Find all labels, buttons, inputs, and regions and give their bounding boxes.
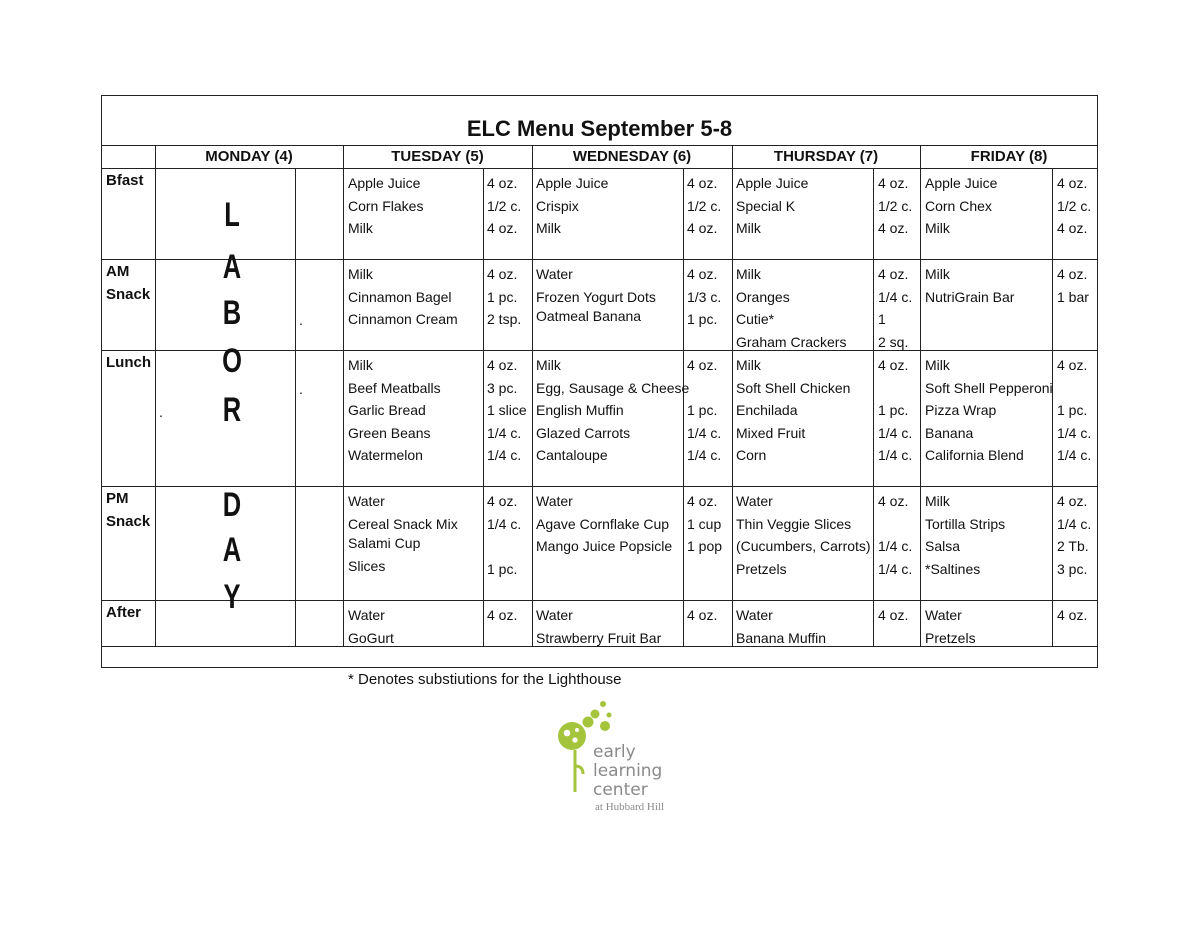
menu-amount: 3 pc. xyxy=(487,379,518,396)
wednesday-am-items xyxy=(536,263,656,328)
menu-amount: 1/4 c. xyxy=(878,424,913,441)
menu-item: Pretzels xyxy=(925,629,976,646)
wednesday-lunch-items xyxy=(536,354,689,467)
menu-amount: 1/4 c. xyxy=(487,447,522,464)
friday-after-amounts xyxy=(1057,604,1087,649)
menu-item: Water xyxy=(736,607,773,623)
menu-amount: 4 oz. xyxy=(1057,220,1088,237)
menu-amount: 3 pc. xyxy=(1057,560,1088,577)
tuesday-lunch-items xyxy=(348,354,441,467)
menu-amount: 4 oz. xyxy=(487,266,518,282)
tuesday-lunch-amounts xyxy=(487,354,527,467)
menu-amount: 4 oz. xyxy=(687,357,718,373)
menu-amount xyxy=(878,377,912,400)
menu-item: Corn xyxy=(736,447,767,464)
menu-item: Banana Muffin xyxy=(736,629,827,646)
menu-item: Milk xyxy=(925,357,950,373)
tuesday-after-amounts xyxy=(487,604,517,649)
menu-amount: 1 pc. xyxy=(487,560,518,577)
friday-am-items xyxy=(925,263,1014,308)
grid-line xyxy=(532,145,533,646)
menu-amount: 1 pop xyxy=(687,538,723,555)
menu-item: Egg, Sausage & Cheese xyxy=(536,379,690,396)
thursday-bfast-amounts xyxy=(878,172,912,240)
menu-amount: 4 oz. xyxy=(878,607,909,623)
menu-item: Milk xyxy=(925,220,950,237)
menu-amount: 4 oz. xyxy=(487,607,518,623)
menu-item: Salami Cup xyxy=(348,535,421,552)
menu-item: Soft Shell Pepperoni xyxy=(925,379,1053,396)
wednesday-bfast-items xyxy=(536,172,608,240)
menu-item: Apple Juice xyxy=(536,175,609,191)
menu-item: Milk xyxy=(348,357,373,373)
menu-item: Cinnamon Cream xyxy=(348,311,458,328)
stray-dot: . xyxy=(299,381,303,397)
wednesday-pm-items xyxy=(536,490,672,558)
day-header-wednesday: WEDNESDAY (6) xyxy=(572,148,692,165)
menu-item: *Saltines xyxy=(925,560,981,577)
menu-amount: 4 oz. xyxy=(1057,493,1088,509)
stray-dot: . xyxy=(159,404,163,420)
grid-line xyxy=(101,259,1098,260)
menu-amount: 1/4 c. xyxy=(1057,424,1092,441)
thursday-am-items xyxy=(736,263,846,353)
meal-label-lunch: Lunch xyxy=(106,354,151,371)
grid-line xyxy=(483,168,484,646)
menu-amount: 4 oz. xyxy=(487,220,518,237)
menu-item: Cinnamon Bagel xyxy=(348,288,452,305)
menu-amount xyxy=(487,627,517,650)
menu-amount: 1/4 c. xyxy=(1057,515,1092,532)
menu-amount: 1 pc. xyxy=(687,311,718,328)
menu-item: Tortilla Strips xyxy=(925,515,1006,532)
grid-line xyxy=(732,145,733,646)
menu-amount: 1/4 c. xyxy=(878,447,913,464)
tuesday-bfast-items xyxy=(348,172,423,240)
menu-item: NutriGrain Bar xyxy=(925,288,1015,305)
menu-amount: 1/4 c. xyxy=(487,424,522,441)
meal-label-pm-snack: PM Snack xyxy=(106,490,151,530)
menu-amount: 1 pc. xyxy=(878,402,909,419)
menu-item: (Cucumbers, Carrots) xyxy=(736,538,871,555)
wednesday-lunch-amounts xyxy=(687,354,721,467)
menu-item: Enchilada xyxy=(736,402,798,419)
menu-item: Crispix xyxy=(536,197,579,214)
menu-amount: 4 oz. xyxy=(1057,357,1088,373)
menu-item: Apple Juice xyxy=(736,175,809,191)
menu-amount xyxy=(1057,377,1091,400)
menu-amount: 1 slice xyxy=(487,402,527,419)
menu-amount: 4 oz. xyxy=(878,357,909,373)
menu-amount: 4 oz. xyxy=(687,607,718,623)
menu-item: Apple Juice xyxy=(348,175,421,191)
menu-amount xyxy=(687,627,717,650)
grid-line xyxy=(873,168,874,646)
menu-amount: 4 oz. xyxy=(878,175,909,191)
day-header-tuesday: TUESDAY (5) xyxy=(391,148,484,165)
menu-item: Pizza Wrap xyxy=(925,402,997,419)
page-title: ELC Menu September 5-8 xyxy=(466,116,733,141)
menu-item: Soft Shell Chicken xyxy=(736,379,851,396)
menu-amount: 1/4 c. xyxy=(687,424,722,441)
menu-item: Beef Meatballs xyxy=(348,379,441,396)
meal-label-after: After xyxy=(106,604,142,621)
grid-line xyxy=(295,168,296,646)
menu-amount: 4 oz. xyxy=(687,220,718,237)
day-header-thursday: THURSDAY (7) xyxy=(773,148,879,165)
menu-item: Agave Cornflake Cup xyxy=(536,515,670,532)
thursday-lunch-items xyxy=(736,354,850,467)
logo-line-early: early xyxy=(593,742,636,762)
menu-amount: 4 oz. xyxy=(687,175,718,191)
menu-amount: 4 oz. xyxy=(878,266,909,282)
menu-amount: 4 oz. xyxy=(1057,175,1088,191)
friday-lunch-amounts xyxy=(1057,354,1091,467)
menu-amount: 1 xyxy=(878,311,886,328)
menu-item: Glazed Carrots xyxy=(536,424,631,441)
menu-item: Milk xyxy=(348,220,373,237)
menu-item: California Blend xyxy=(925,447,1024,464)
labor-letter: B xyxy=(222,294,242,332)
menu-item: Mixed Fruit xyxy=(736,424,806,441)
tuesday-am-amounts xyxy=(487,263,521,331)
menu-item: Graham Crackers xyxy=(736,333,847,350)
menu-item: Cutie* xyxy=(736,311,775,328)
friday-after-items xyxy=(925,604,976,649)
early-learning-center-logo xyxy=(552,696,692,821)
labor-letter: O xyxy=(222,342,242,380)
footnote: * Denotes substiutions for the Lighthouse xyxy=(348,671,622,688)
day-letter: D xyxy=(222,486,242,524)
menu-amount: 4 oz. xyxy=(878,493,909,509)
wednesday-after-amounts xyxy=(687,604,717,649)
menu-amount: 4 oz. xyxy=(487,357,518,373)
friday-bfast-items xyxy=(925,172,997,240)
tuesday-after-items xyxy=(348,604,394,649)
menu-item: Mango Juice Popsicle xyxy=(536,538,673,555)
thursday-pm-amounts xyxy=(878,490,912,580)
thursday-pm-items xyxy=(736,490,871,580)
wednesday-pm-amounts xyxy=(687,490,722,558)
logo-subtitle: at Hubbard Hill xyxy=(595,801,665,813)
menu-amount: 1/2 c. xyxy=(1057,197,1092,214)
menu-item: Corn Chex xyxy=(925,197,992,214)
menu-amount: 4 oz. xyxy=(1057,266,1088,282)
friday-am-amounts xyxy=(1057,263,1089,308)
menu-amount: 4 oz. xyxy=(687,493,718,509)
menu-amount: 2 tsp. xyxy=(487,311,522,328)
menu-item: Water xyxy=(536,493,573,509)
menu-item: Corn Flakes xyxy=(348,197,424,214)
menu-item: Strawberry Fruit Bar xyxy=(536,629,662,646)
menu-item: Apple Juice xyxy=(925,175,998,191)
day-letter: A xyxy=(222,531,242,569)
menu-item: Green Beans xyxy=(348,424,431,441)
menu-item: Milk xyxy=(736,266,761,282)
menu-item: Water xyxy=(536,266,573,282)
menu-amount: 1/4 c. xyxy=(1057,447,1092,464)
menu-amount xyxy=(878,513,912,536)
menu-item: Water xyxy=(536,607,573,623)
menu-amount: 2 sq. xyxy=(878,333,909,350)
menu-item: English Muffin xyxy=(536,402,624,419)
labor-letter: L xyxy=(224,196,240,234)
menu-item: Oranges xyxy=(736,288,790,305)
meal-label-breakfast: Bfast xyxy=(106,172,144,189)
grid-line xyxy=(101,600,1098,601)
menu-amount: 2 Tb. xyxy=(1057,538,1089,555)
day-letter: Y xyxy=(223,578,241,616)
menu-item: Special K xyxy=(736,197,796,214)
labor-letter: A xyxy=(222,248,242,286)
wednesday-after-items xyxy=(536,604,661,649)
menu-amount: 1 pc. xyxy=(487,288,518,305)
tuesday-pm-items xyxy=(348,490,458,577)
friday-pm-amounts xyxy=(1057,490,1091,580)
grid-line xyxy=(155,145,156,646)
thursday-after-amounts xyxy=(878,604,908,649)
menu-item: Slices xyxy=(348,557,386,574)
menu-item: Milk xyxy=(925,266,950,282)
menu-item: Garlic Bread xyxy=(348,402,426,419)
menu-amount: 1/4 c. xyxy=(687,447,722,464)
menu-item: Oatmeal Banana xyxy=(536,308,642,325)
menu-item: Milk xyxy=(736,357,761,373)
grid-line xyxy=(101,486,1098,487)
menu-item: Water xyxy=(348,607,385,623)
thursday-am-amounts xyxy=(878,263,912,353)
menu-amount: 1/4 c. xyxy=(878,560,913,577)
thursday-bfast-items xyxy=(736,172,808,240)
grid-line xyxy=(101,168,1098,169)
grid-line xyxy=(920,145,921,646)
menu-amount: 1 pc. xyxy=(687,402,718,419)
menu-amount: 4 oz. xyxy=(878,220,909,237)
menu-item: GoGurt xyxy=(348,629,394,646)
menu-amount: 1/4 c. xyxy=(878,288,913,305)
tuesday-am-items xyxy=(348,263,458,331)
menu-amount: 1 pc. xyxy=(1057,402,1088,419)
menu-amount xyxy=(687,377,721,400)
menu-item: Cantaloupe xyxy=(536,447,608,464)
menu-amount: 1/2 c. xyxy=(687,197,722,214)
day-header-friday: FRIDAY (8) xyxy=(970,148,1048,165)
tuesday-pm-amounts xyxy=(487,490,521,580)
logo-line-learning: learning xyxy=(593,761,663,781)
wednesday-am-amounts xyxy=(687,263,721,331)
menu-item: Watermelon xyxy=(348,447,423,464)
menu-amount: 4 oz. xyxy=(487,493,518,509)
thursday-after-items xyxy=(736,604,826,649)
grid-line xyxy=(343,145,344,646)
menu-item: Salsa xyxy=(925,538,961,555)
menu-amount: 1 cup xyxy=(687,515,722,532)
menu-amount: 1/2 c. xyxy=(487,197,522,214)
menu-amount: 1/4 c. xyxy=(487,515,522,532)
day-header-monday: MONDAY (4) xyxy=(205,148,293,165)
menu-item: Milk xyxy=(536,220,561,237)
menu-amount: 1/4 c. xyxy=(878,538,913,555)
menu-item: Milk xyxy=(536,357,561,373)
menu-item: Water xyxy=(348,493,385,509)
tuesday-bfast-amounts xyxy=(487,172,521,240)
menu-item: Pretzels xyxy=(736,560,787,577)
menu-amount xyxy=(1057,627,1087,650)
friday-bfast-amounts xyxy=(1057,172,1091,240)
menu-amount: 4 oz. xyxy=(487,175,518,191)
wednesday-bfast-amounts xyxy=(687,172,721,240)
friday-pm-items xyxy=(925,490,1005,580)
thursday-lunch-amounts xyxy=(878,354,912,467)
menu-item: Milk xyxy=(925,493,950,509)
menu-item: Thin Veggie Slices xyxy=(736,515,852,532)
menu-item: Milk xyxy=(348,266,373,282)
menu-amount: 4 oz. xyxy=(1057,607,1088,623)
grid-line xyxy=(101,350,1098,351)
menu-amount xyxy=(487,535,521,558)
menu-item: Milk xyxy=(736,220,761,237)
grid-line xyxy=(101,145,1098,146)
menu-amount: 1/2 c. xyxy=(878,197,913,214)
menu-item: Water xyxy=(736,493,773,509)
menu-item: Cereal Snack Mix xyxy=(348,515,458,532)
logo-line-center: center xyxy=(593,780,648,800)
friday-lunch-items xyxy=(925,354,1053,467)
menu-item: Banana xyxy=(925,424,974,441)
menu-amount: 4 oz. xyxy=(687,266,718,282)
menu-item: Frozen Yogurt Dots xyxy=(536,288,656,305)
stray-dot: . xyxy=(299,312,303,328)
menu-amount: 1 bar xyxy=(1057,288,1089,305)
menu-item: Water xyxy=(925,607,962,623)
meal-label-am-snack: AM Snack xyxy=(106,263,151,303)
labor-letter: R xyxy=(222,391,242,429)
menu-amount xyxy=(878,627,908,650)
menu-amount: 1/3 c. xyxy=(687,288,722,305)
